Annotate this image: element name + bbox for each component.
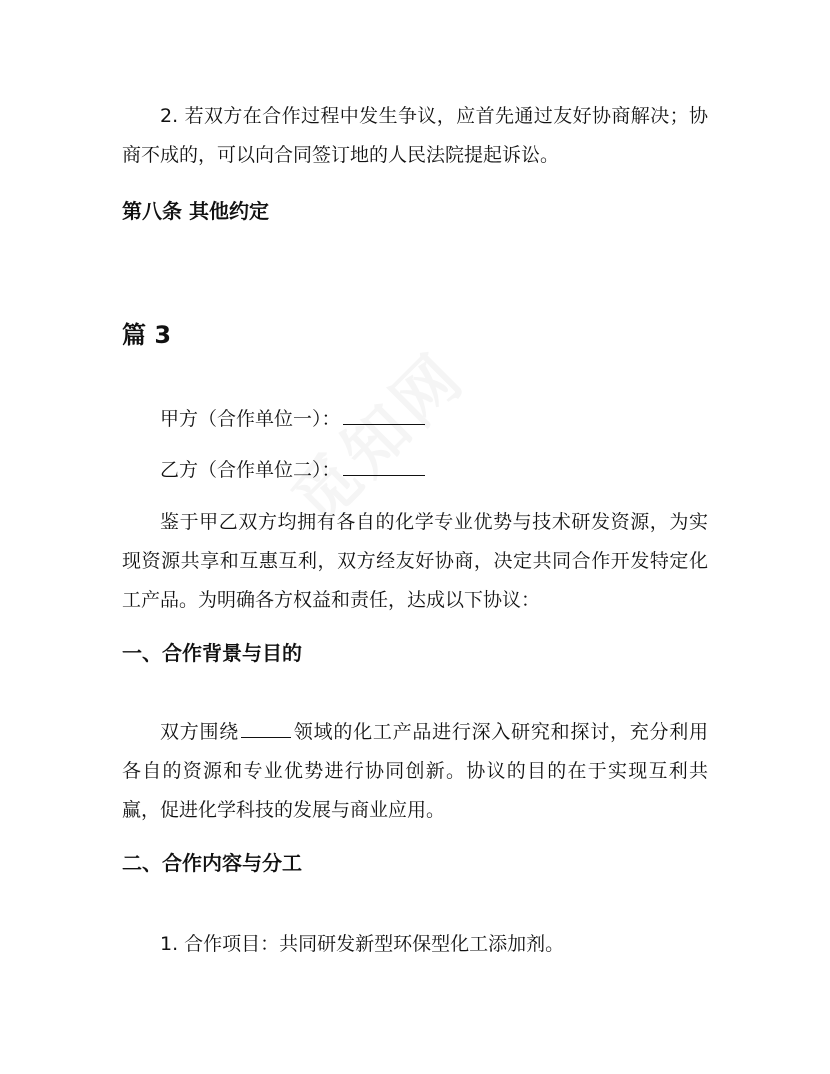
party-b-line	[160, 455, 425, 485]
party-b-label: 乙方（合作单位二）：	[160, 459, 341, 481]
section-2-item-1: 1. 合作项目：共同研发新型环保型化工添加剂。	[160, 933, 565, 955]
section-1-heading: 一、合作背景与目的	[122, 641, 302, 665]
party-a-blank	[343, 404, 425, 425]
field-blank	[241, 719, 291, 738]
part-3-title: 篇 3	[122, 321, 172, 349]
section-1-paragraph	[122, 713, 708, 830]
section-2-heading: 二、合作内容与分工	[122, 851, 302, 875]
party-a-line	[160, 404, 425, 434]
section-1-text-before: 双方围绕	[160, 721, 240, 743]
party-b-blank	[343, 455, 425, 476]
preamble-paragraph: 鉴于甲乙双方均拥有各自的化学专业优势与技术研发资源，为实现资源共享和互惠互利，双方经友好协商，决定共同合作开发特定化工产品。为明确各方权益和责任，达成以下协议：	[122, 511, 708, 611]
section-1-text-after: 领域的化工产品进行深入研究和探讨，充分利用各自的资源和专业优势进行协同创新。协议的目的在于实现互利共赢，促进化学科技的发展与商业应用。	[122, 721, 708, 821]
party-a-label: 甲方（合作单位一）：	[160, 408, 341, 430]
dispute-resolution-clause: 2. 若双方在合作过程中发生争议，应首先通过友好协商解决；协商不成的，可以向合同签订地的人民法院提起诉讼。	[122, 105, 708, 166]
article-8-heading: 第八条 其他约定	[122, 199, 269, 223]
